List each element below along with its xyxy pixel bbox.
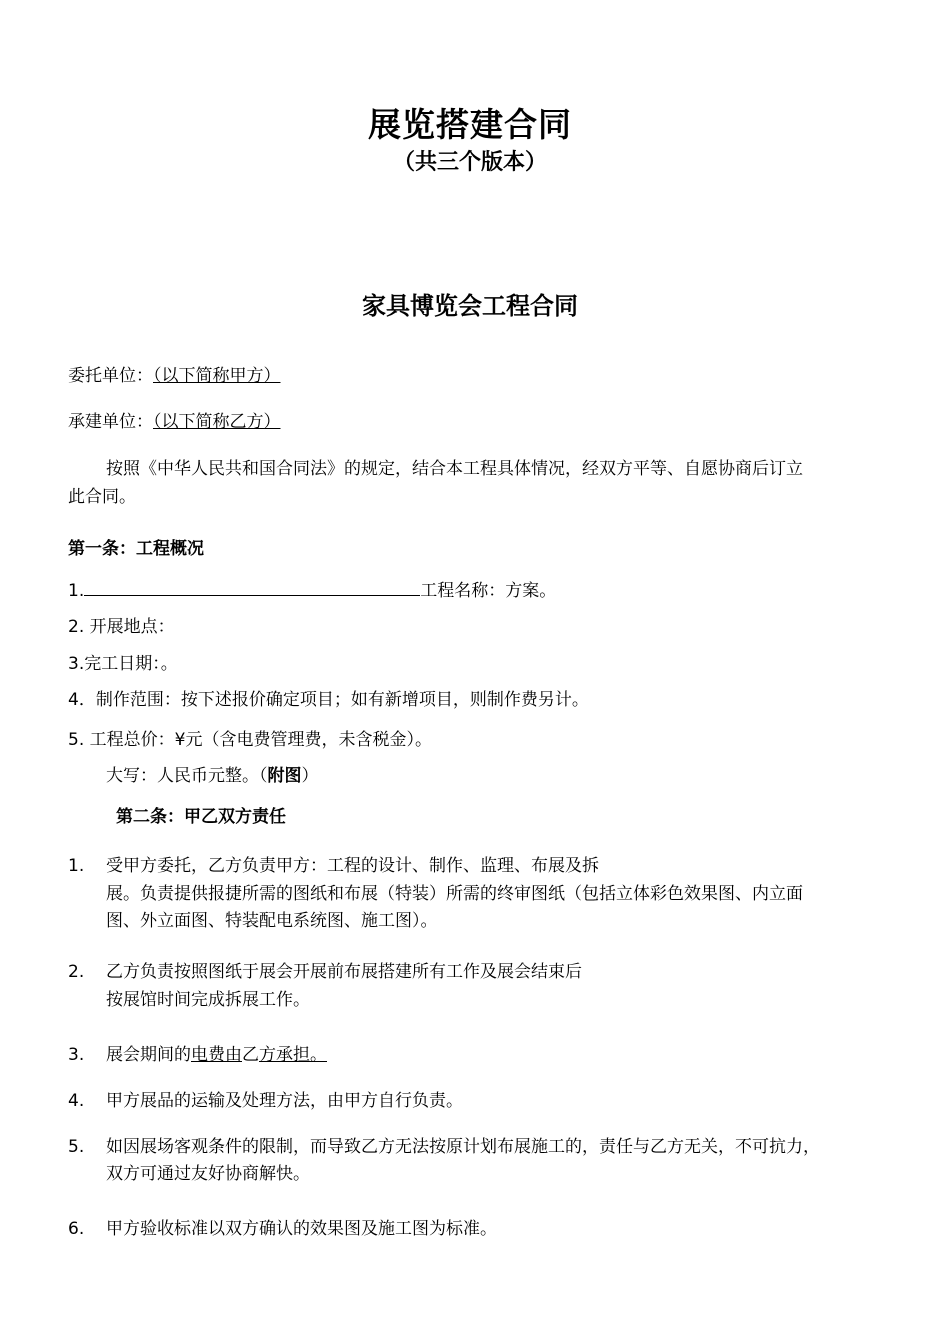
- article2-item-1-line-1: 受甲方委托，乙方负责甲方：工程的设计、制作、监理、布展及拆: [106, 856, 599, 876]
- article2-item-5-number: 5.: [68, 1137, 85, 1157]
- article1-item-5: 5. 工程总价：¥元（含电费管理费，未含税金）。: [68, 730, 432, 750]
- article2-item-2-line-2: 按展馆时间完成拆展工作。: [106, 990, 310, 1010]
- subtitle: （共三个版本）: [392, 150, 547, 175]
- article2-item-4-number: 4.: [68, 1091, 85, 1111]
- item3-text-b: 电费由: [191, 1045, 242, 1065]
- article2-item-1-line-3: 图、外立面图、特装配电系统图、施工图）。: [106, 911, 438, 931]
- article2-item-2-line-1: 乙方负责按照图纸于展会开展前布展搭建所有工作及展会结束后: [106, 962, 582, 982]
- article2-item-5-line-1: 如因展场客观条件的限制，而导致乙方无法按原计划布展施工的，责任与乙方无关，不可抗力，: [106, 1137, 820, 1157]
- contractor-value: （以下简称乙方）: [153, 412, 281, 432]
- client-line: [68, 365, 281, 387]
- article1-uppercase: [106, 765, 319, 787]
- article2-item-6-number: 6.: [68, 1219, 85, 1239]
- article2-item-1-line-2: 展。负责提供报捷所需的图纸和布展（特装）所需的终审图纸（包括立体彩色效果图、内立面: [106, 884, 803, 904]
- uppercase-label: 大写：人民币元整。（: [106, 766, 268, 786]
- article2-item-1-number: 1.: [68, 856, 85, 876]
- attachment-label: 附图: [267, 766, 302, 786]
- main-title: 展览搭建合同: [368, 105, 572, 144]
- article2-item-4-line-1: 甲方展品的运输及处理方法，由甲方自行负责。: [106, 1091, 463, 1111]
- contractor-label: 承建单位：: [68, 412, 153, 432]
- article1-heading: 第一条：工程概况: [68, 539, 204, 559]
- client-value: （以下简称甲方）: [153, 366, 281, 386]
- item3-text-a: 展会期间的: [106, 1045, 191, 1065]
- item1-number: 1.: [68, 581, 85, 601]
- article2-item-3-line: [106, 1044, 327, 1066]
- article2-heading: 第二条：甲乙双方责任: [116, 807, 286, 827]
- client-label: 委托单位：: [68, 366, 153, 386]
- article2-item-6-line-1: 甲方验收标准以双方确认的效果图及施工图为标准。: [106, 1219, 497, 1239]
- article1-item-4: 4．制作范围：按下述报价确定项目；如有新增项目，则制作费另计。: [68, 690, 589, 710]
- article2-item-2-number: 2.: [68, 962, 85, 982]
- article2-item-3-number: 3.: [68, 1045, 85, 1065]
- article1-item-2: 2. 开展地点：: [68, 617, 175, 637]
- item3-text-d: 方承担。: [259, 1045, 327, 1065]
- article1-item-3: 3.完工日期：。: [68, 654, 178, 674]
- blank-underline: [84, 577, 420, 596]
- contract-title: 家具博览会工程合同: [362, 292, 578, 320]
- item3-text-c: 乙: [242, 1045, 259, 1065]
- contractor-line: [68, 411, 281, 433]
- uppercase-close: ）: [301, 766, 319, 786]
- article1-item-1: [68, 577, 556, 602]
- intro-line-2: 此合同。: [68, 487, 136, 507]
- item1-text: 工程名称：方案。: [420, 581, 557, 601]
- intro-line-1: 按照《中华人民共和国合同法》的规定，结合本工程具体情况，经双方平等、自愿协商后订立: [106, 459, 803, 479]
- article2-item-5-line-2: 双方可通过友好协商解快。: [106, 1164, 310, 1184]
